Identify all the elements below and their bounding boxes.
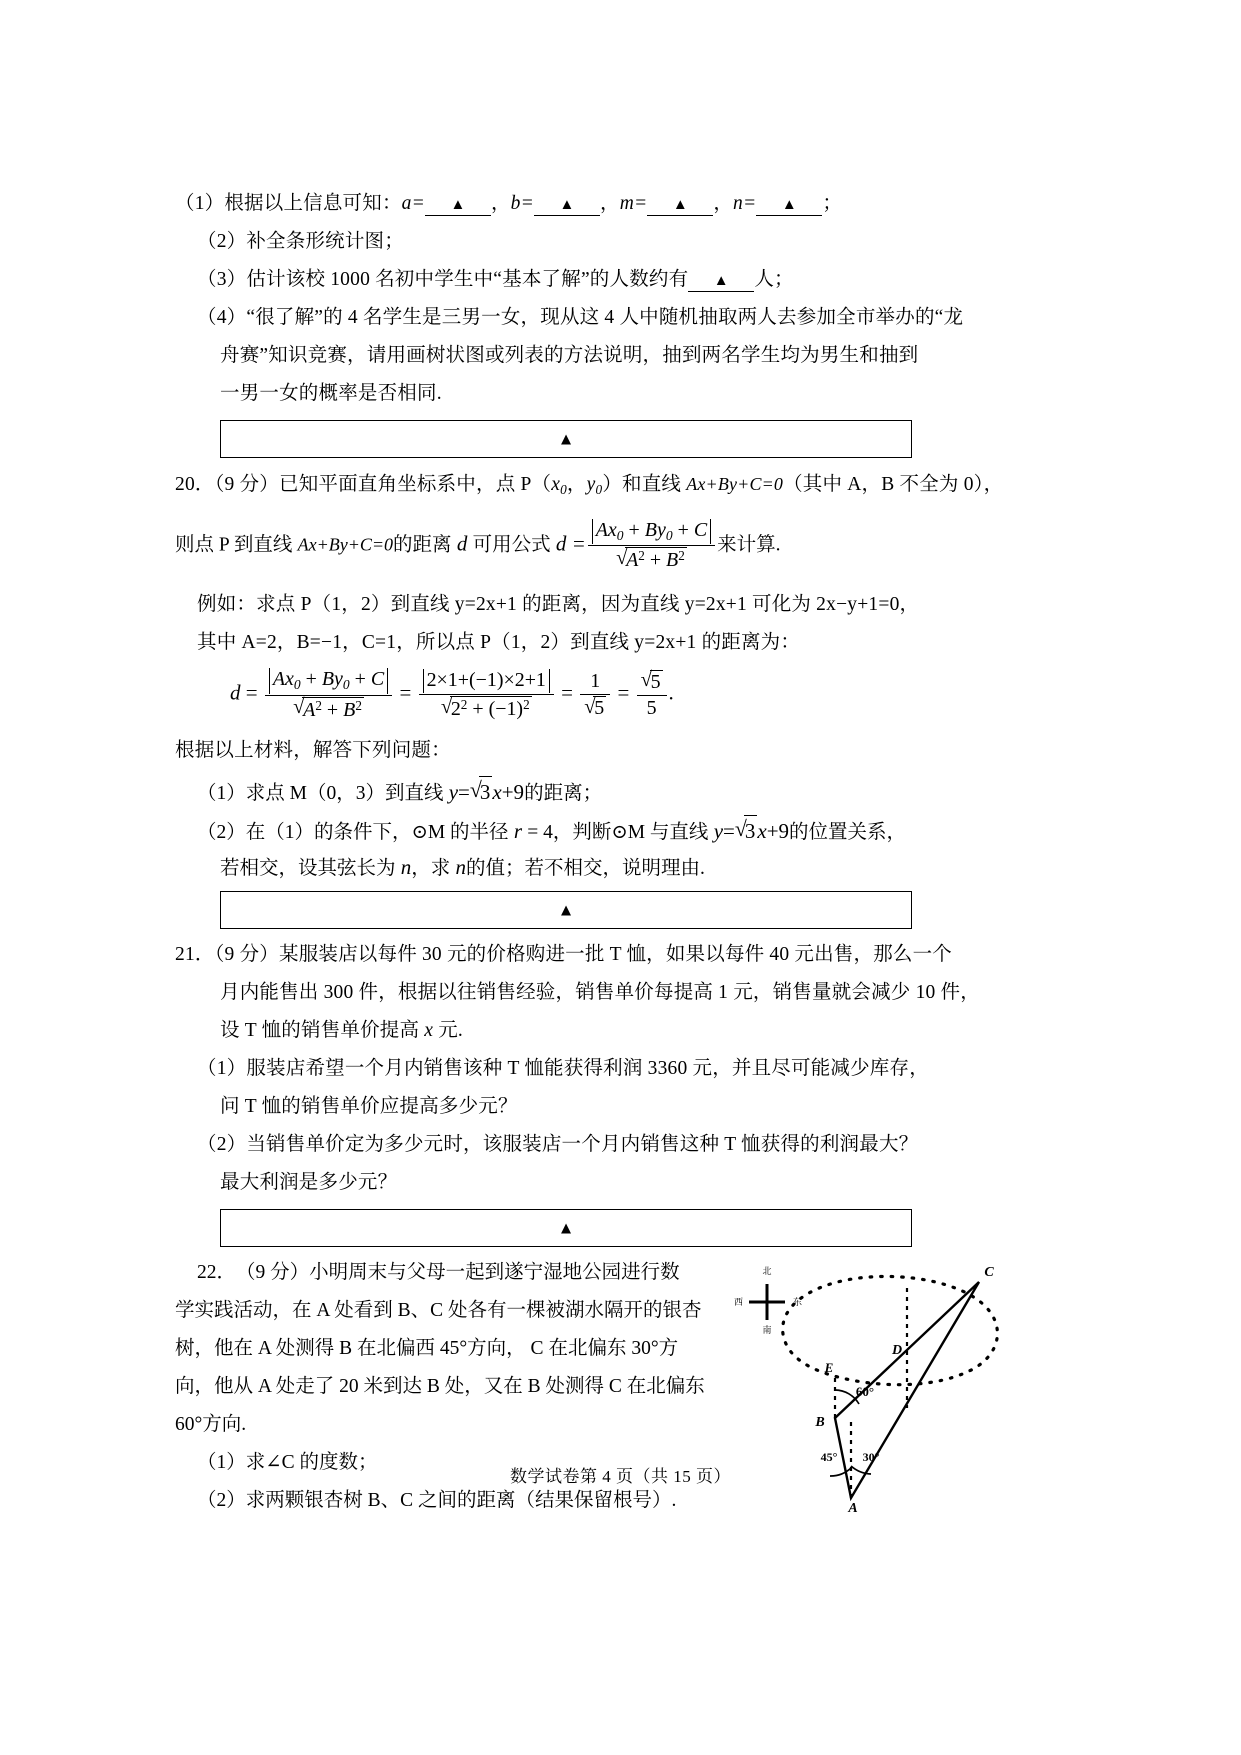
answer-box-20[interactable] <box>220 891 912 929</box>
page-content <box>175 185 1005 1520</box>
compass-label-south: 南 <box>762 1325 772 1335</box>
q20-calc-frac-2: 2×1+(−1)×2+1 √ $2^2 + (-1)^2$ <box>419 669 554 721</box>
q20-sub1-eq: = <box>458 780 470 804</box>
q19-item1-prefix: （1）根据以上信息可知： <box>175 193 402 214</box>
q19-item3-text-b: 人； <box>754 269 794 290</box>
q20-material-line: 根据以上材料，解答下列问题： <box>175 740 451 761</box>
q20-sub2-l2-a: 若相交，设其弦长为 <box>220 858 396 879</box>
q21-sub1-line-2: 问 T 恤的销售单价应提高多少元？ <box>220 1096 518 1117</box>
q20-calc-frac-4: √ $\frac{5}{5}$ <box>637 670 667 721</box>
q20-calc-frac-1: $Ax_0 + By_0 + C$ √ $A^2 + B^2$ <box>265 668 392 722</box>
angle-label-30: 30° <box>862 1450 880 1464</box>
q19-item3-text-a: （3）估计该校 1000 名初中学生中“基本了解”的人数约有 <box>197 269 689 290</box>
q20-sub2-l2-c: 的值；若不相交，说明理由. <box>466 858 705 879</box>
answer-marker-triangle: ▲ <box>557 1218 575 1238</box>
q20-calc-period: . <box>668 681 674 706</box>
q20-sub1-plus9: +9 <box>501 780 525 804</box>
q20-y0-sub: 0 <box>595 481 603 497</box>
q20-stem-a: 已知平面直角坐标系中，点 P（ <box>279 474 552 495</box>
lake-outline <box>783 1276 998 1384</box>
q22-text-line-1: 22． （9 分）小明周末与父母一起到遂宁湿地公园进行数 <box>197 1262 680 1283</box>
point-label-d: D <box>891 1343 903 1358</box>
point-label-c: C <box>984 1265 994 1280</box>
q19-item-2: （2）补全条形统计图； <box>197 231 404 252</box>
q20-sub2-l2-b: ，求 <box>411 858 451 879</box>
compass-rose <box>734 1265 802 1335</box>
q20-sub2-b: 的位置关系， <box>789 822 907 843</box>
q20-line-eq-2: Ax+By+C=0 <box>297 534 394 555</box>
q19-comma-3: ， <box>713 193 734 214</box>
compass-label-north: 北 <box>762 1266 772 1276</box>
q20-calc-d: d <box>230 681 241 706</box>
q20-stem-line-1 <box>175 465 1005 509</box>
q22-text-line-5: 60°方向. <box>175 1414 247 1435</box>
angle-label-60: 60° <box>855 1384 875 1399</box>
q20-sub1-a: （1）求点 M（0，3）到直线 <box>197 783 444 804</box>
q19-var-b-label: b= <box>510 193 534 214</box>
q20-example-calculation: d = $Ax_0 + By_0 + C$ √ $A^2 + B^2$ = 2×1+(−1)×2+1 √ $2^2 + (-1)^2$ = 1 √ 5 = √ $\frac{5}{5}$ . <box>175 668 1005 722</box>
angle-label-45: 45° <box>820 1450 838 1464</box>
q20-stem-l2-a: 则点 P 到直线 <box>175 534 293 556</box>
q20-number: 20． <box>175 474 215 495</box>
q19-blank-a[interactable]: ▲ <box>425 195 491 216</box>
q20-sub1-b: 的距离； <box>524 783 603 804</box>
q22-sub-question-2: （2）求两颗银杏树 B、C 之间的距离（结果保留根号）. <box>197 1490 677 1511</box>
q19-comma-2: ， <box>599 193 620 214</box>
answer-box-19[interactable] <box>220 420 912 458</box>
q20-distance-formula <box>588 519 715 573</box>
compass-label-west: 西 <box>733 1297 743 1307</box>
point-label-b: B <box>815 1415 825 1430</box>
q19-item1-suffix: ； <box>822 193 843 214</box>
q19-item-4-line-1: （4）“很了解”的 4 名学生是三男一女，现从这 4 人中随机抽取两人去参加全市举办的“龙 <box>197 307 964 328</box>
q20-sub2-eq: = <box>723 819 735 843</box>
q19-item-4-line-2: 舟赛”知识竞赛，请用画树状图或列表的方法说明，抽到两名学生均为男生和抽到 <box>220 345 919 366</box>
q21-score: （9 分） <box>214 944 279 965</box>
q20-formula-numerator: $Ax_0 + By_0 + C$ <box>588 519 715 546</box>
q20-calc-frac-3: 1 √ 5 <box>580 670 610 721</box>
q22-text-line-3: 树，他在 A 处测得 B 在北偏西 45°方向， C 在北偏东 30°方 <box>175 1338 679 1359</box>
q19-comma-1: ， <box>490 193 511 214</box>
q20-score: （9 分） <box>214 474 279 495</box>
q20-sub2-y: y <box>713 819 724 843</box>
answer-box-21[interactable] <box>220 1209 912 1247</box>
q19-blank-basic-understand[interactable]: ▲ <box>688 271 754 292</box>
q19-item-1 <box>175 185 1005 223</box>
q20-formula-d-eq: d = <box>555 531 586 556</box>
q21-stem-l3-a: 设 T 恤的销售单价提高 <box>220 1020 420 1041</box>
q22-text-line-2: 学实践活动，在 A 处看到 B、C 处各有一棵被湖水隔开的银杏 <box>175 1300 702 1321</box>
q19-var-a-label: a= <box>401 193 425 214</box>
q20-formula-denominator: √ $A^2 + B^2$ <box>588 546 715 572</box>
answer-marker-triangle: ▲ <box>557 429 575 449</box>
q20-sub2-plus9: +9 <box>766 819 790 843</box>
q20-sub-question-2-line-2 <box>175 852 1005 884</box>
q22-sub-question-1: （1）求∠C 的度数； <box>197 1452 378 1473</box>
q21-sub2-line-1: （2）当销售单价定为多少元时，该服装店一个月内销售这种 T 恤获得的利润最大？ <box>197 1134 919 1155</box>
q20-sub2-x: x <box>757 819 767 843</box>
q20-stem-l2-c: 可用公式 <box>472 534 551 556</box>
compass-label-east: 东 <box>793 1297 803 1307</box>
q19-blank-b[interactable]: ▲ <box>534 195 600 216</box>
q20-sub2-sqrt3: √ 3 <box>735 815 758 846</box>
q21-sub2-line-2: 最大利润是多少元？ <box>220 1172 398 1193</box>
q19-item-3 <box>175 261 1005 299</box>
q20-line-eq-1: Ax+By+C=0 <box>686 474 784 494</box>
q19-var-n-label: n= <box>733 193 757 214</box>
q20-x0-sub: 0 <box>560 481 567 497</box>
q20-d-var: d <box>456 531 468 556</box>
q21-stem-l3-b: 元. <box>438 1020 464 1041</box>
q20-stem-line-2 <box>175 519 1005 573</box>
q21-stem-text-1: 某服装店以每件 30 元的价格购进一批 T 恤，如果以每件 40 元出售，那么一个 <box>279 944 953 965</box>
q20-x0-var: x <box>551 474 561 495</box>
point-label-e: E <box>824 1360 834 1375</box>
q20-coord-comma: ， <box>566 474 587 495</box>
q20-sub1-sqrt3: √ 3 <box>470 776 493 807</box>
q20-example-line-1: 例如：求点 P（1，2）到直线 y=2x+1 的距离，因为直线 y=2x+1 可化为 2x−y+1=0， <box>197 594 920 616</box>
q20-stem-c: （其中 A，B 不全为 0）， <box>783 474 1004 495</box>
q21-number: 21． <box>175 944 215 965</box>
page-footer: 数学试卷第 4 页（共 15 页） <box>510 1467 731 1486</box>
q20-stem-l2-d: 来计算. <box>717 534 781 556</box>
q20-sub-question-1 <box>175 776 1005 809</box>
q19-item-4-line-3: 一男一女的概率是否相同. <box>220 383 442 404</box>
q20-sub2-n-1: n <box>400 855 412 879</box>
point-label-a: A <box>848 1501 858 1513</box>
q20-sub2-n-2: n <box>455 855 467 879</box>
q21-sub1-line-1: （1）服装店希望一个月内销售该种 T 恤能获得利润 3360 元，并且尽可能减少库存， <box>197 1058 929 1079</box>
q20-sub-question-2 <box>175 815 1005 848</box>
q20-sub1-x: x <box>492 780 502 804</box>
q20-sub1-y: y <box>448 780 459 804</box>
q20-sub2-r: r <box>513 819 522 843</box>
q21-stem-line-1 <box>175 936 1005 974</box>
q20-sub2-a: （2）在（1）的条件下，⊙M 的半径 <box>197 822 509 843</box>
q20-example-line-2: 其中 A=2，B=−1，C=1，所以点 P（1，2）到直线 y=2x+1 的距离为： <box>197 632 801 654</box>
q19-blank-m[interactable]: ▲ <box>647 195 713 216</box>
q22-text-line-4: 向，他从 A 处走了 20 米到达 B 处，又在 B 处测得 C 在北偏东 <box>175 1376 705 1397</box>
q20-stem-b: ）和直线 <box>602 474 682 495</box>
answer-marker-triangle: ▲ <box>557 900 575 920</box>
q20-stem-l2-b: 的距离 <box>393 534 452 556</box>
q19-var-m-label: m= <box>619 193 648 214</box>
q21-stem-line-3 <box>175 1012 1005 1050</box>
q20-y0-var: y <box>586 474 596 495</box>
q20-sub2-req: = 4，判断⊙M 与直线 <box>527 822 709 843</box>
q21-stem-line-2: 月内能售出 300 件，根据以往销售经验，销售单价每提高 1 元，销售量就会减少 10 件， <box>220 982 980 1003</box>
q21-var-x: x <box>424 1020 434 1041</box>
q19-blank-n[interactable]: ▲ <box>756 195 822 216</box>
